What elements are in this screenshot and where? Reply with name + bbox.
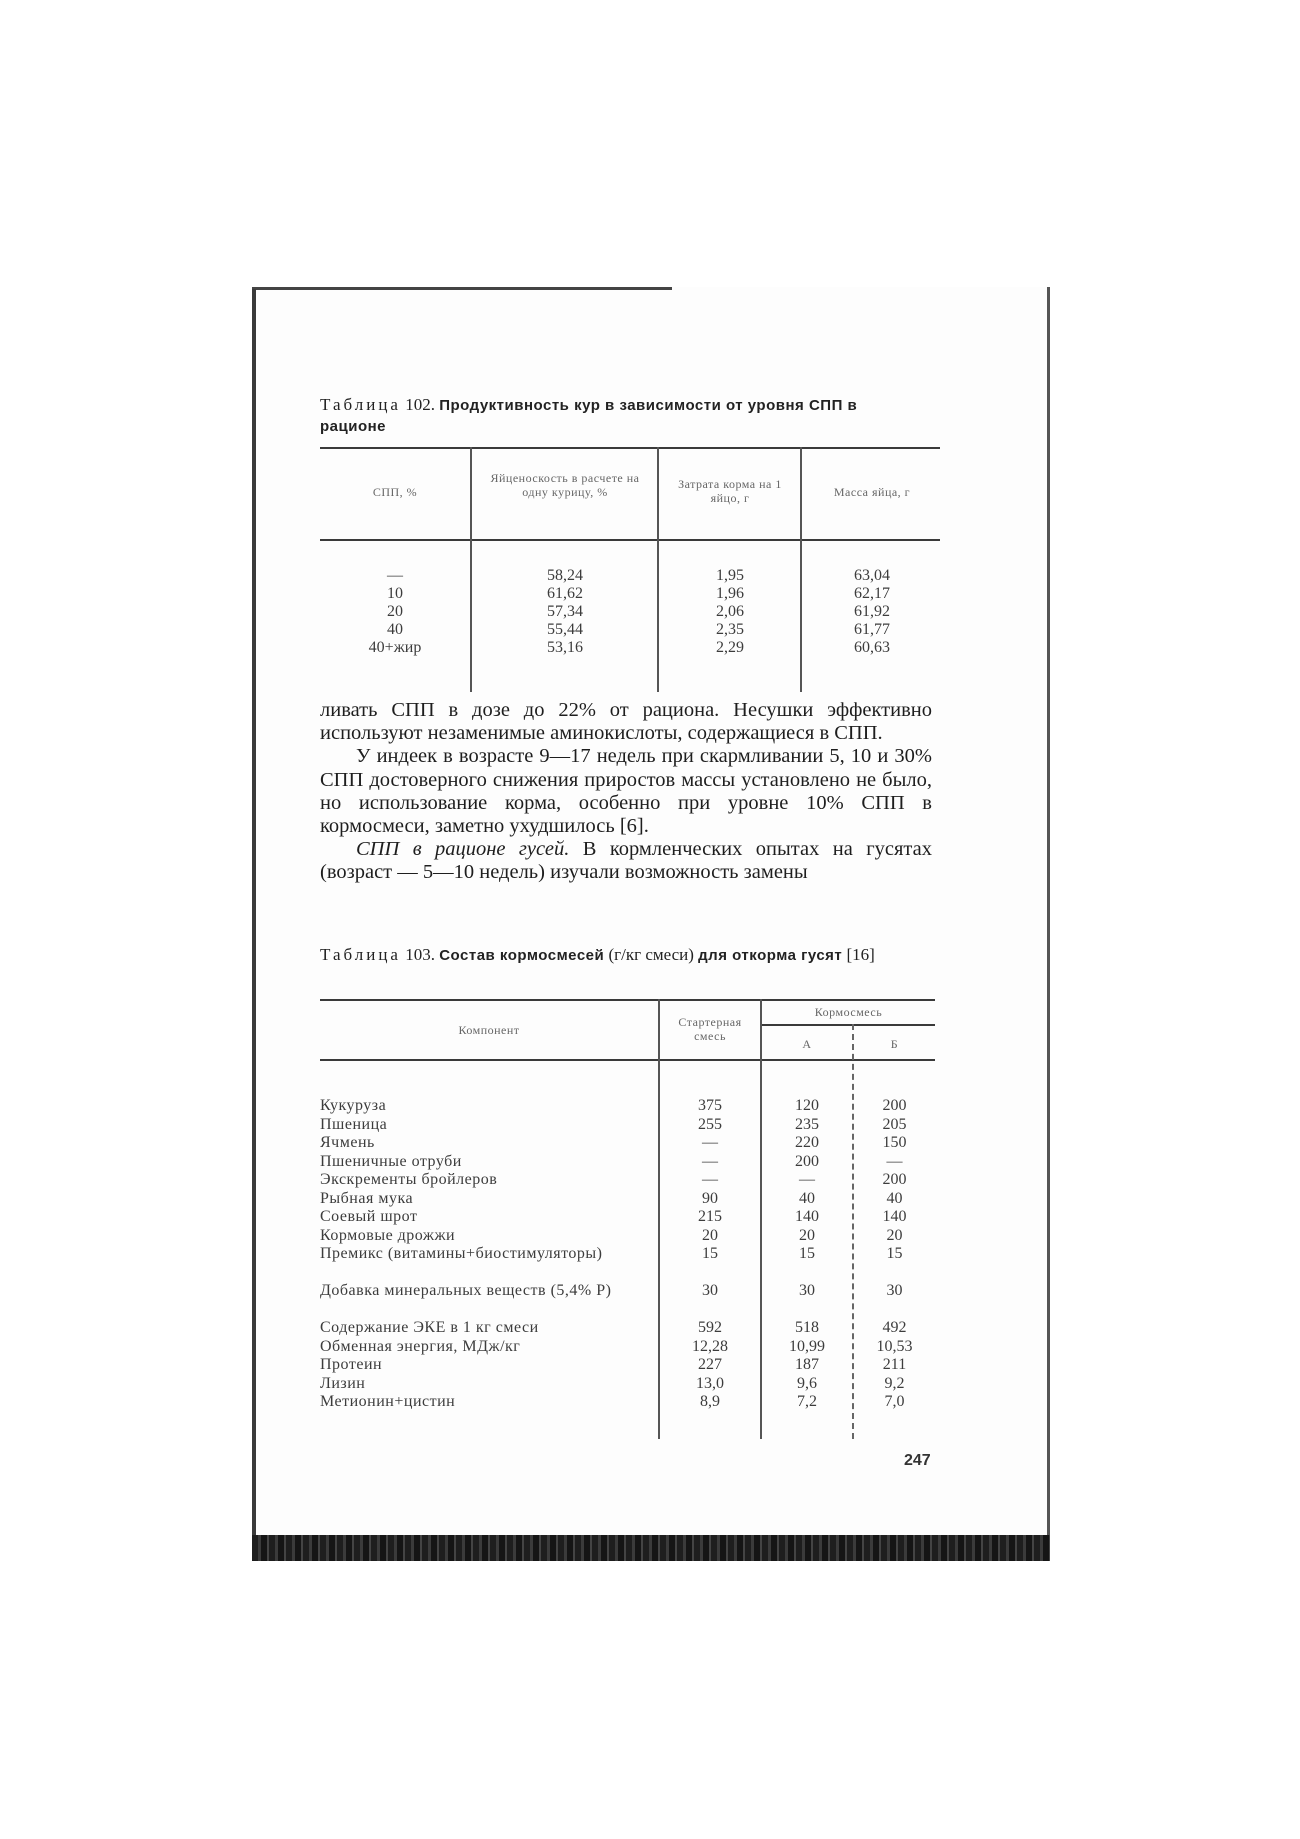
table103-cell-starter: —	[702, 1152, 718, 1170]
table102-cell: 62,17	[854, 585, 890, 602]
table103-cell-a: 120	[795, 1097, 819, 1114]
table102-cell: 2,35	[716, 621, 744, 638]
table102-header-spp: СПП, %	[372, 485, 418, 499]
table103-row-label: Ячмень	[320, 1134, 375, 1151]
table103-cell-a: 235	[795, 1115, 819, 1133]
table103-header-a: А	[802, 1037, 812, 1051]
table103-cell-starter: 12,28	[692, 1337, 728, 1355]
page-number: 247	[904, 1452, 931, 1469]
table103-row-label: Протеин	[320, 1356, 383, 1373]
scanned-page	[252, 287, 1050, 1561]
table103-cell-a: 200	[795, 1152, 819, 1170]
table103-cell-starter: 90	[702, 1189, 718, 1207]
table102-cell: 2,29	[716, 639, 744, 656]
table102-cell: 57,34	[547, 603, 583, 620]
table103-row-label: Содержание ЭКЕ в 1 кг смеси	[320, 1319, 539, 1336]
table103-cell-a: 187	[795, 1356, 819, 1373]
table102-cell: 61,62	[547, 585, 583, 602]
table103-cell-b: 200	[882, 1171, 907, 1188]
table103-cell-a: 220	[795, 1134, 819, 1151]
table103-cell-starter: 227	[698, 1356, 722, 1373]
table102-header-egg-mass: Масса яйца, г	[833, 485, 911, 499]
table103-cell-starter: 592	[698, 1319, 722, 1336]
table102-cell: 61,77	[854, 621, 890, 638]
table103-row-label: Экскременты бройлеров	[320, 1171, 498, 1188]
table103-row-label: Кукуруза	[320, 1097, 387, 1114]
table103-row-label: Рыбная мука	[320, 1189, 414, 1207]
table103-cell-starter: —	[702, 1171, 718, 1188]
table102-cell: 61,92	[854, 603, 890, 620]
table103-cell-starter: 375	[698, 1097, 722, 1114]
table103-caption-number: 103.	[405, 945, 435, 964]
table102-caption	[320, 395, 920, 437]
table103-row-label: Пшеница	[320, 1115, 388, 1133]
table103-cell-b: 9,2	[884, 1374, 905, 1392]
table103-caption-prefix: Таблица	[320, 945, 401, 964]
table102	[320, 447, 940, 692]
table103-cell-b: 150	[882, 1134, 907, 1151]
table103	[320, 999, 935, 1439]
table103-header-starter: Стартерная смесь	[678, 1015, 742, 1043]
body-text	[320, 699, 932, 885]
table103-cell-a: 9,6	[797, 1374, 817, 1392]
table103-cell-a: 7,2	[797, 1393, 817, 1410]
table102-cell: 2,06	[716, 603, 744, 620]
table102-header-feed-cost: Затрата корма на 1 яйцо, г	[678, 477, 782, 505]
scan-edge-bottom	[252, 1535, 1050, 1561]
table103-caption	[320, 945, 920, 966]
paragraph-heading: СПП в рационе гусей.	[356, 838, 570, 861]
table103-cell-b: 492	[882, 1319, 907, 1336]
table103-cell-a: 15	[799, 1245, 815, 1262]
table103-cell-a: 20	[799, 1226, 815, 1244]
table102-cell: 1,95	[716, 567, 744, 584]
paragraph	[320, 838, 932, 884]
table102-cell: 20	[387, 603, 403, 620]
table103-cell-a: 10,99	[789, 1337, 825, 1355]
table103-row-label: Соевый шрот	[320, 1208, 418, 1225]
table103-cell-starter: 8,9	[700, 1393, 720, 1410]
table102-cell: 10	[387, 585, 403, 602]
table103-row-label: Кормовые дрожжи	[320, 1226, 456, 1244]
paragraph-text: В кормленческих опытах на гусятах (возраст — 5—10 недель) изучали возможность замены	[320, 838, 932, 884]
table103-row-label: Обменная энергия, МДж/кг	[320, 1337, 521, 1355]
table103-caption-units: (г/кг смеси)	[608, 945, 694, 964]
table103-cell-a: 40	[799, 1189, 815, 1207]
table102-cell: 55,44	[547, 621, 583, 638]
table102-cell: 53,16	[547, 639, 583, 656]
table102-cell: 40+жир	[368, 639, 422, 656]
table103-cell-b: —	[886, 1152, 903, 1170]
table103-cell-b: 200	[882, 1097, 907, 1114]
table102-caption-title: Продуктивность кур в зависимости от уровня СПП в рационе	[320, 397, 858, 435]
table103-cell-b: 140	[882, 1208, 907, 1225]
scan-edge-right	[1047, 287, 1050, 1559]
table103-cell-b: 20	[886, 1226, 903, 1244]
table102-header-egg-rate: Яйценоскость в расчете на одну курицу, %	[490, 471, 640, 499]
table103-caption-title: Состав кормосмесей	[439, 947, 605, 964]
table103-cell-starter: —	[702, 1134, 718, 1151]
table102-caption-prefix: Таблица	[320, 395, 401, 414]
table102-cell: 63,04	[854, 567, 890, 584]
table103-cell-starter: 15	[702, 1245, 718, 1262]
table102-caption-number: 102.	[405, 395, 435, 414]
table103-header-mixes: Кормосмесь	[814, 1005, 883, 1019]
paragraph: ливать СПП в дозе до 22% от рациона. Несушки эффективно используют незаменимые аминокислоты, содержащиеся в СПП.	[320, 699, 932, 745]
table103-cell-starter: 13,0	[696, 1374, 724, 1392]
table103-cell-a: 518	[795, 1319, 819, 1336]
paragraph: У индеек в возрасте 9—17 недель при скармливании 5, 10 и 30% СПП достоверного снижения приростов массы установлено не было, но использование корма, особенно при уровне 10% СПП в кормосмеси, заметно ухудшилось [6].	[320, 745, 932, 838]
table102-cell: 58,24	[547, 567, 583, 584]
scan-edge-top	[252, 287, 672, 290]
table103-caption-ref: [16]	[846, 945, 875, 964]
table103-header-component: Компонент	[458, 1023, 520, 1037]
table103-cell-a: 30	[799, 1282, 815, 1299]
table103-cell-starter: 255	[698, 1115, 722, 1133]
table103-cell-b: 40	[886, 1189, 903, 1207]
table103-cell-starter: 215	[698, 1208, 722, 1225]
scan-edge-left	[252, 289, 256, 1549]
table103-cell-b: 7,0	[884, 1393, 905, 1410]
table103-cell-b: 10,53	[876, 1337, 913, 1355]
table103-row-label: Метионин+цистин	[320, 1393, 456, 1410]
table103-row-label: Пшеничные отруби	[320, 1152, 462, 1170]
table103-caption-title2: для откорма гусят	[698, 947, 843, 964]
table103-cell-b: 211	[882, 1356, 907, 1373]
table103-cell-starter: 20	[702, 1226, 718, 1244]
table103-cell-a: 140	[795, 1208, 819, 1225]
table103-row-label: Лизин	[320, 1374, 366, 1392]
table102-cell: 60,63	[854, 639, 890, 656]
table103-cell-b: 15	[886, 1245, 903, 1262]
table102-cell: 40	[387, 621, 403, 638]
table103-cell-b: 30	[886, 1282, 903, 1299]
table103-header-b: Б	[890, 1037, 899, 1051]
table102-cell: —	[387, 567, 403, 584]
table103-cell-a: —	[799, 1171, 815, 1188]
table103-row-label: Премикс (витамины+биостимуляторы)	[320, 1245, 603, 1262]
table102-cell: 1,96	[716, 585, 744, 602]
table103-row-label: Добавка минеральных веществ (5,4% Р)	[320, 1282, 612, 1299]
table103-cell-starter: 30	[702, 1282, 718, 1299]
table103-cell-b: 205	[882, 1115, 907, 1133]
